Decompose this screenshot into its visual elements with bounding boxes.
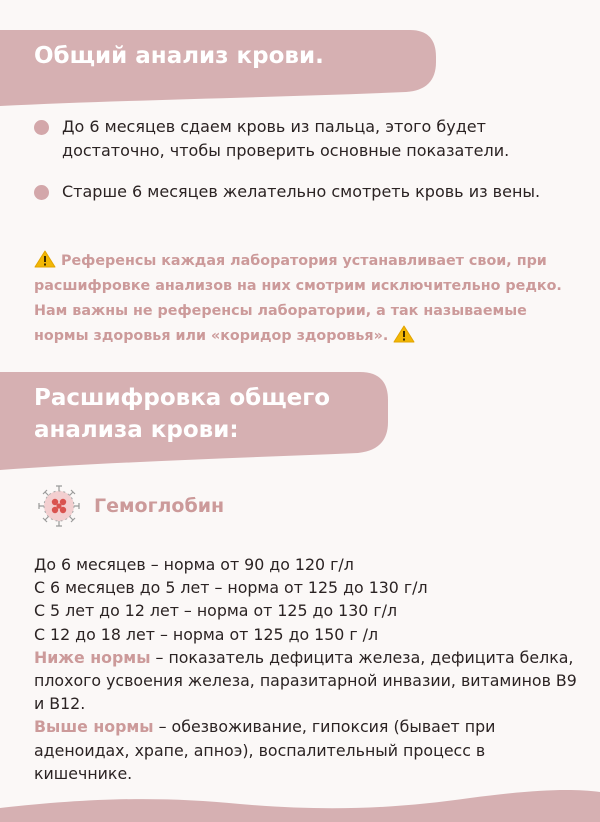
list-item-text: До 6 месяцев сдаем кровь из пальца, этого будет достаточно, чтобы проверить основные показатели. [62,117,510,160]
below-norm-paragraph [34,646,584,716]
norm-line: С 12 до 18 лет – норма от 125 до 150 г /л [34,624,379,644]
above-norm-label: Выше нормы [34,717,154,737]
section-title-line: анализа крови: [34,417,239,443]
below-norm-text: – показатель дефицита железа, дефицита белка, плохого усвоения железа, паразитарной инвазии, витаминов В9 и В12. [34,647,577,714]
warning-icon [34,250,56,268]
list-item-text: Старше 6 месяцев желательно смотреть кровь из вены. [62,182,541,201]
bullet-dot-icon [34,120,49,135]
warning-text: Референсы каждая лаборатория устанавливает свои, при расшифровке анализов на них смотрим исключительно редко. Нам важны не референсы лаборатории, а так называемые нормы здоровья или «коридор здоровья». [34,253,562,344]
above-norm-text: – обезвоживание, гипоксия (бывает при аденоидах, храпе, апноэ), воспалительный процесс в кишечнике. [34,717,496,783]
list-item [34,115,584,163]
norm-line: До 6 месяцев – норма от 90 до 120 г/л [34,555,354,574]
warning-note [34,249,579,349]
below-norm-label: Ниже нормы [34,647,151,667]
section-title-general-analysis: Общий анализ крови. [34,43,324,69]
section-title-line: Расшифровка общего [34,385,331,411]
blood-cell-icon [34,481,84,531]
above-norm-paragraph [34,715,584,785]
warning-icon [393,325,415,343]
bullet-dot-icon [34,185,49,200]
list-item [34,180,584,204]
section-title-decoding [34,382,330,446]
norm-line: С 6 месяцев до 5 лет – норма от 125 до 130 г/л [34,578,428,598]
norm-line: С 5 лет до 12 лет – норма от 125 до 130 г/л [34,601,398,621]
hemoglobin-header [34,481,224,531]
hemoglobin-title: Гемоглобин [94,495,225,517]
hemoglobin-description [34,553,584,785]
